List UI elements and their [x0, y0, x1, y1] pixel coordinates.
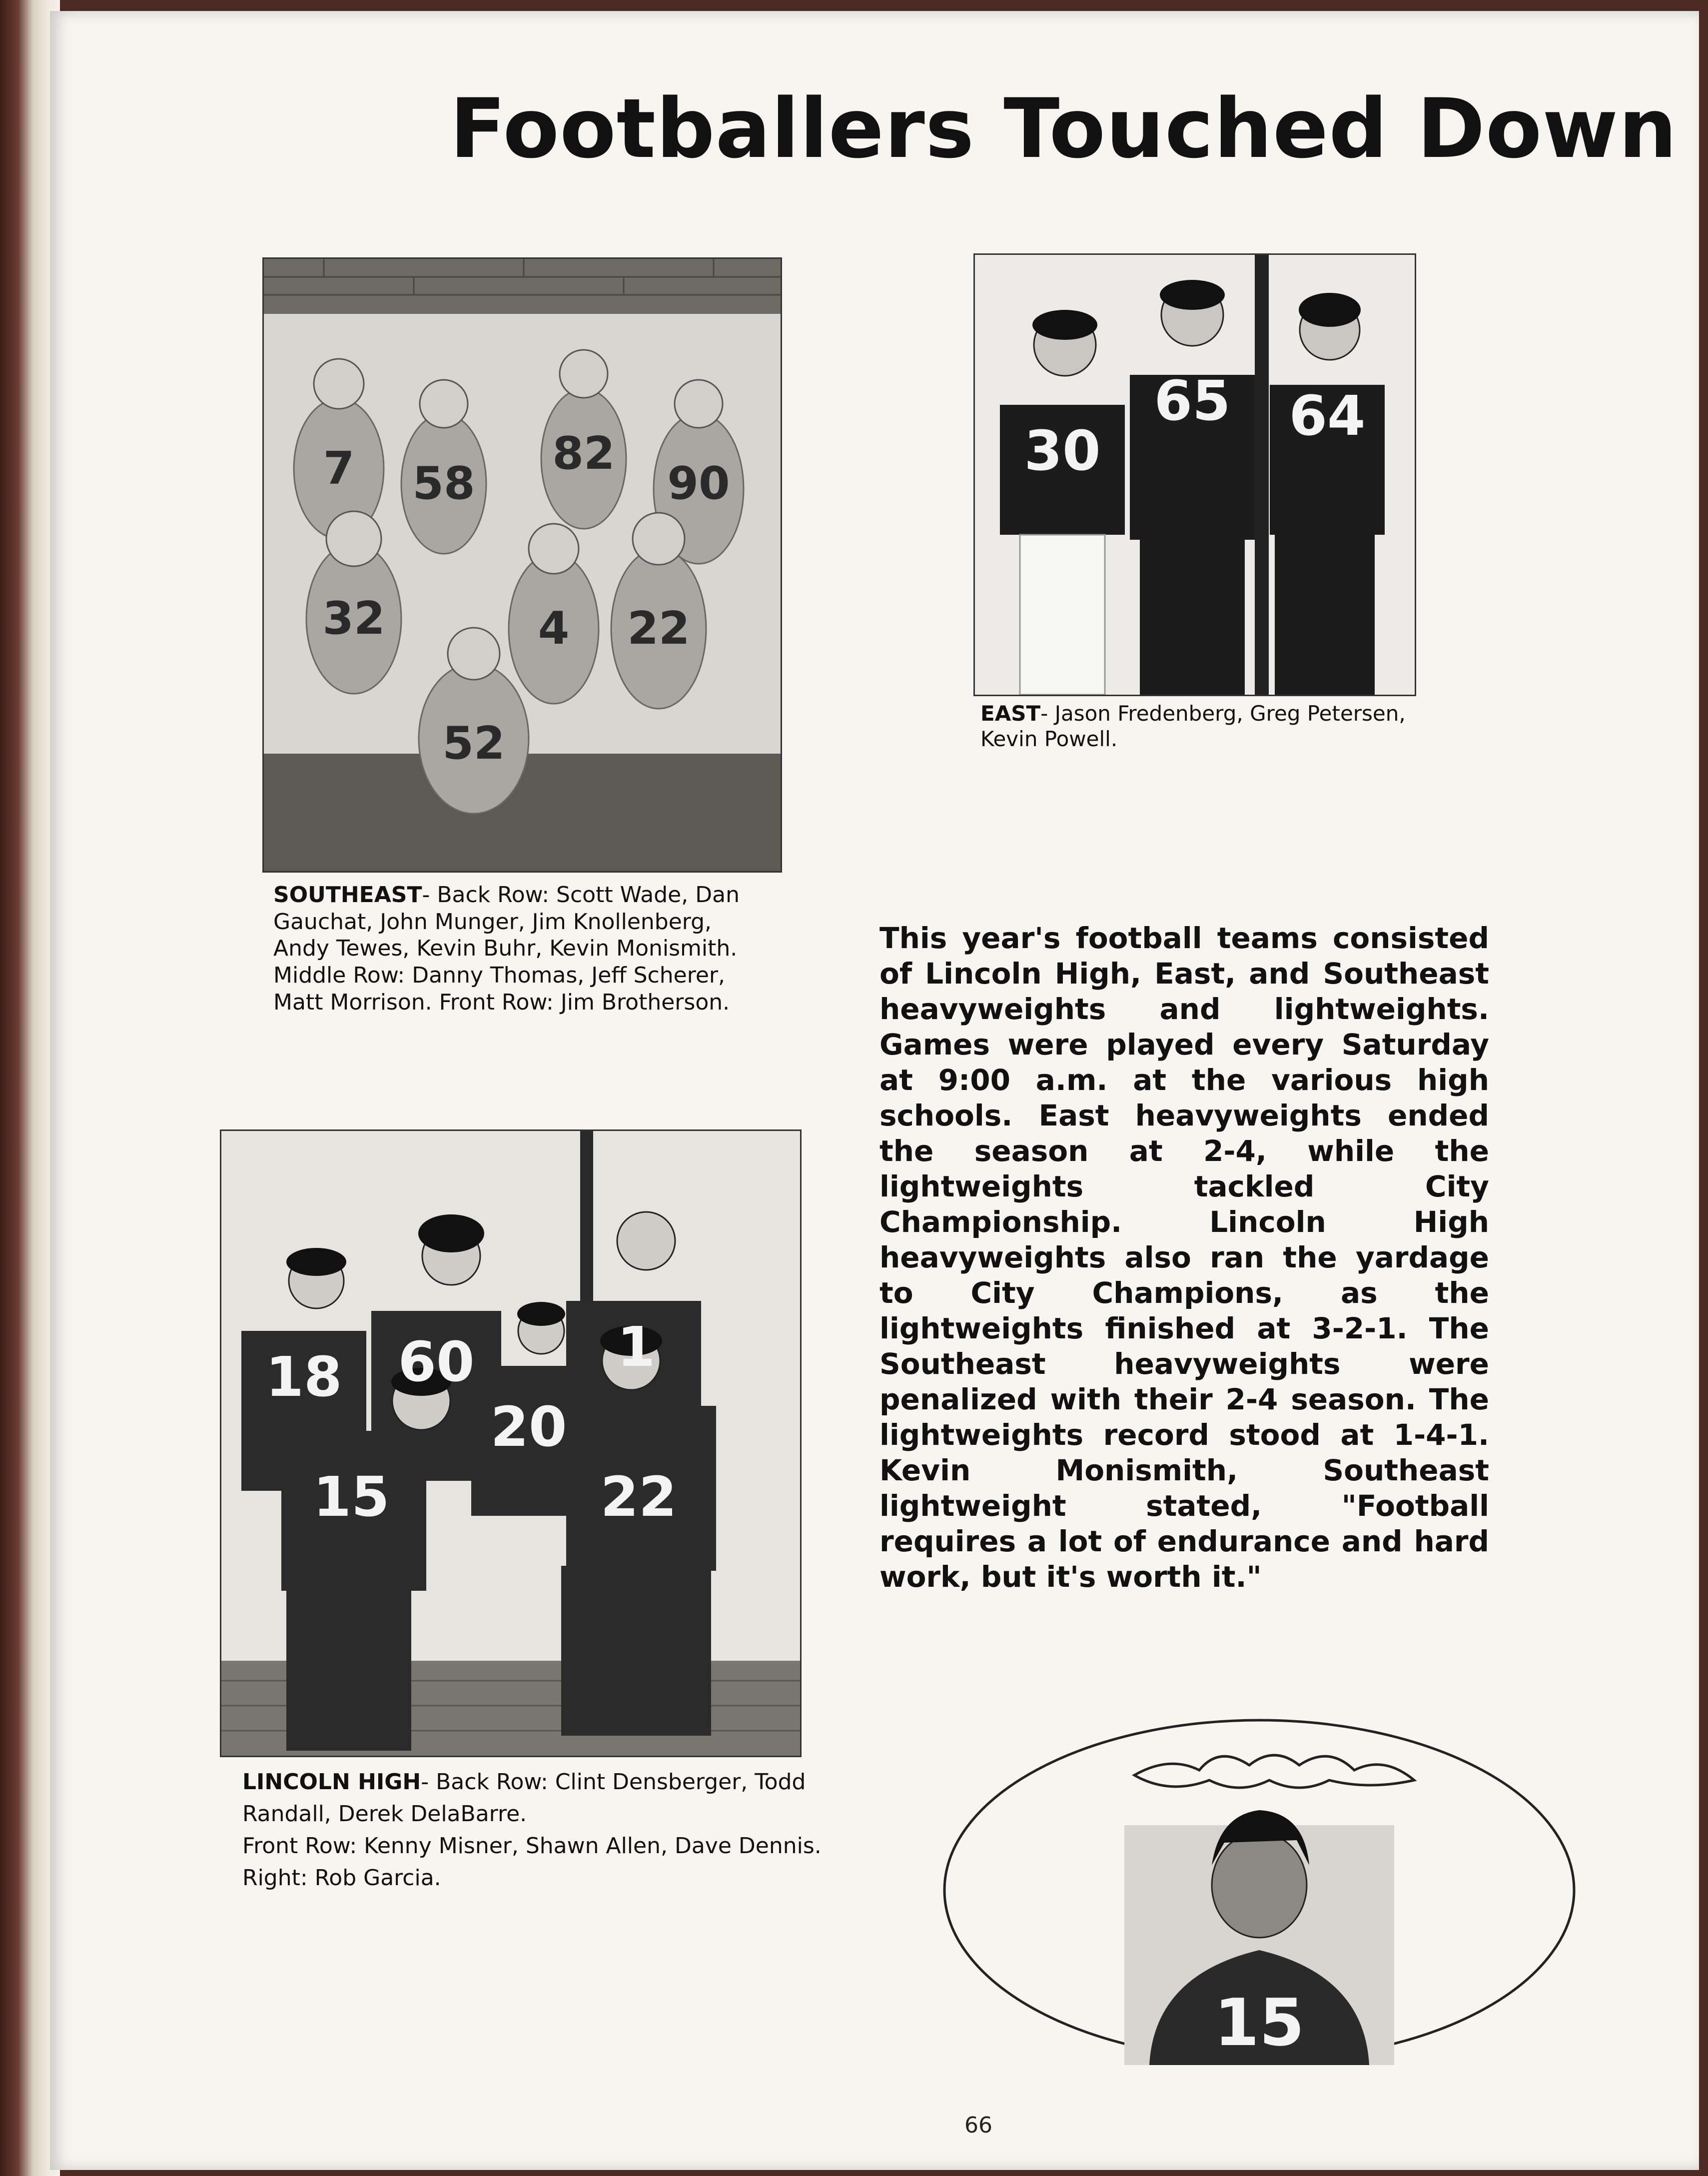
jersey-number: 20: [490, 1395, 567, 1459]
jersey-number: 60: [398, 1330, 475, 1394]
jersey-number: 18: [265, 1345, 342, 1409]
east-caption-text: - Jason Fredenberg, Greg Petersen, Kevin Powell.: [980, 701, 1406, 752]
jersey-number: 52: [442, 717, 505, 770]
east-caption-lead: EAST: [980, 701, 1041, 726]
jersey-number: 22: [627, 602, 690, 655]
yearbook-page: [50, 11, 1699, 2170]
jersey-number: 82: [552, 427, 615, 480]
jersey-number: 64: [1289, 384, 1366, 448]
lincoln-high-caption-lead: LINCOLN HIGH: [242, 1769, 421, 1795]
southeast-team-photo: [262, 257, 782, 873]
jersey-number: 4: [538, 602, 570, 655]
southeast-caption-lead: SOUTHEAST: [273, 882, 422, 908]
jersey-number: 1: [617, 1315, 656, 1379]
portrait-jersey-number: 15: [1214, 1985, 1305, 2061]
jersey-number: 58: [412, 457, 475, 510]
lincoln-high-right: Right: Rob Garcia.: [242, 1865, 441, 1891]
jersey-number: 90: [667, 457, 730, 510]
southeast-caption: [273, 882, 773, 1016]
lincoln-high-front-row: Front Row: Kenny Misner, Shawn Allen, Dave Dennis.: [242, 1833, 822, 1859]
east-team-photo: [973, 253, 1416, 696]
east-caption: [980, 701, 1420, 752]
page-number: 66: [964, 2113, 992, 2138]
jersey-number: 65: [1154, 369, 1231, 433]
jersey-number: 7: [323, 442, 355, 495]
jersey-number: 32: [322, 592, 385, 645]
lincoln-high-back-row: [242, 1766, 842, 1830]
lincoln-high-caption: [242, 1766, 842, 1894]
football-portrait: [939, 1715, 1579, 2065]
jersey-number: 15: [313, 1465, 390, 1529]
jersey-number: 30: [1024, 419, 1101, 483]
page-title: Footballers Touched Down: [450, 81, 1678, 176]
lincoln-high-team-photo: [220, 1129, 802, 1757]
article-body: This year's football teams consisted of Lincoln High, East, and Southeast heavyweights and lightweights. Games were played every Saturday at 9:00 a.m. at the various high schools. East heavyweights ended the season at 2-4, while the lightweights tackled City Championship. Lincoln High heavyweights also ran the yardage to City Champions, as the lightweights finished at 3-2-1. The Southeast heavyweights were penalized with their 2-4 season. The lightweights record stood at 1-4-1. Kevin Monismith, Southeast lightweight stated, "Football requires a lot of endurance and hard work, but it's worth it.": [879, 921, 1489, 1594]
southeast-caption-text: - Back Row: Scott Wade, Dan Gauchat, John Munger, Jim Knollenberg, Andy Tewes, Kevin Buhr, Kevin Monismith. Middle Row: Danny Thomas, Jeff Scherer, Matt Morrison. Front Row: Jim Brotherson.: [273, 882, 740, 1015]
lincoln-high-caption-text: - Back Row: Clint Densberger, Todd Randall, Derek DelaBarre.: [242, 1769, 806, 1827]
jersey-number: 22: [600, 1465, 677, 1529]
